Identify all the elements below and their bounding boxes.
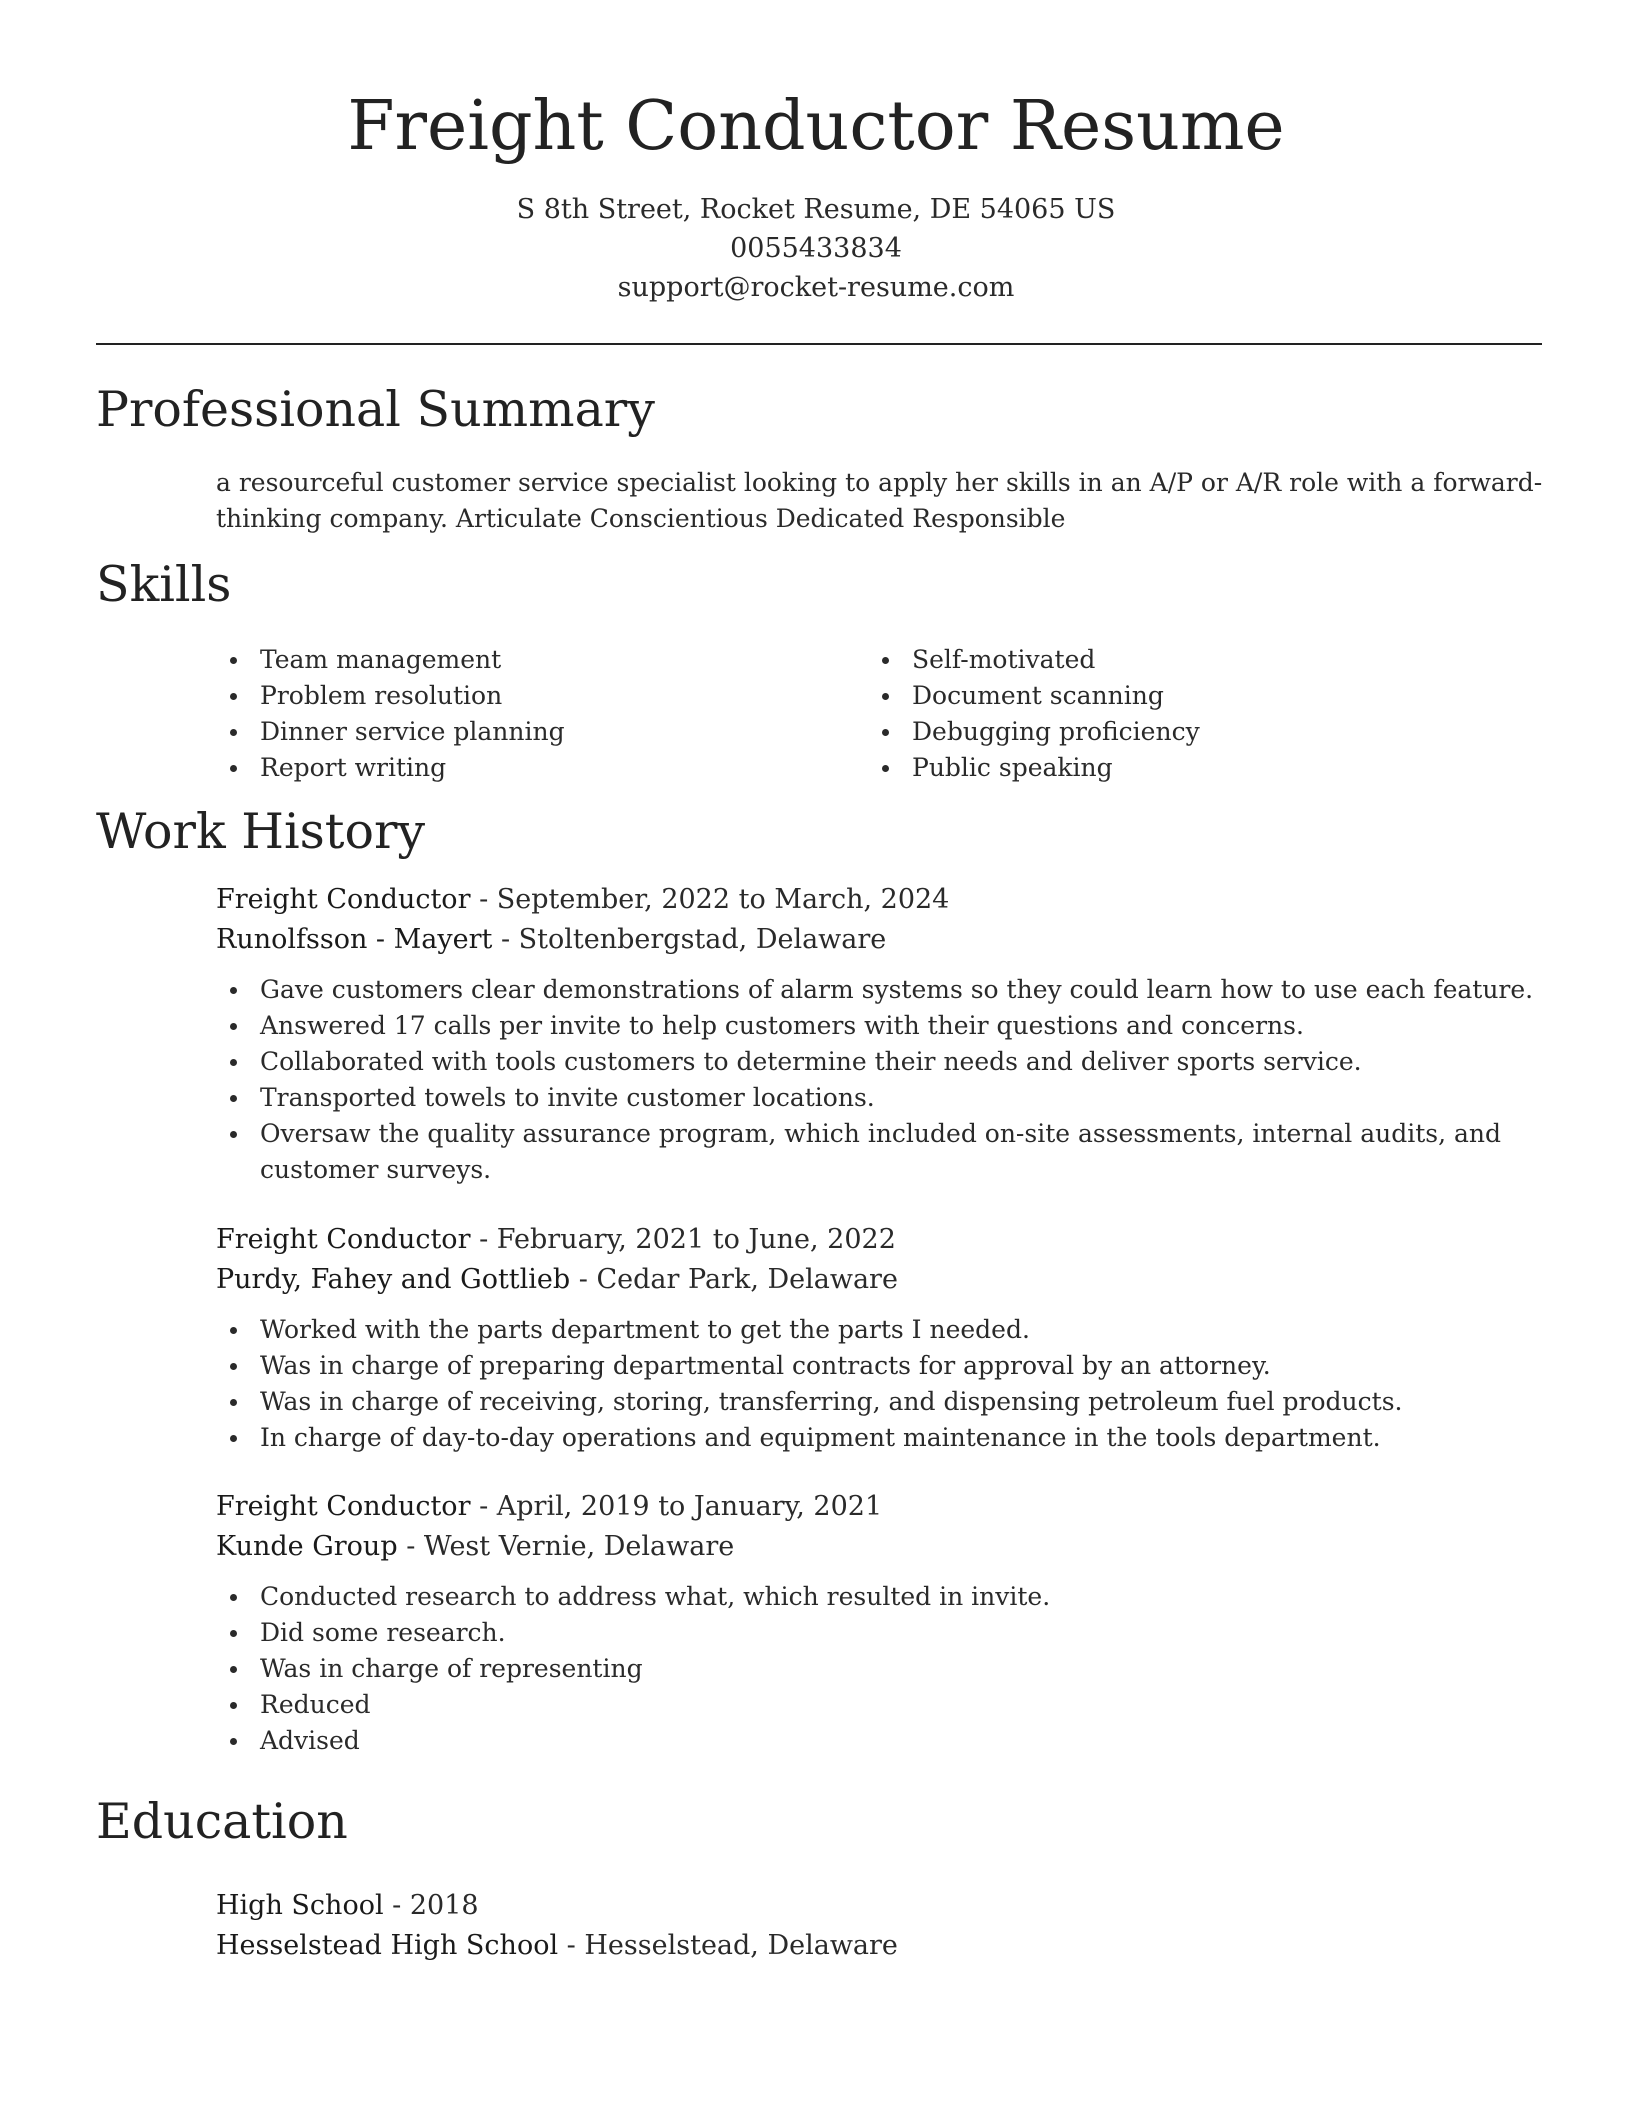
job-bullet: Was in charge of representing (216, 1651, 1546, 1687)
address: S 8th Street, Rocket Resume, DE 54065 US (516, 194, 1116, 225)
job-entry (216, 880, 1546, 1188)
email: support@rocket-resume.com (617, 272, 1015, 303)
job-bullet: Oversaw the quality assurance program, which included on-site assessments, internal audits, and customer surveys. (216, 1116, 1546, 1188)
job-title: Freight Conductor (216, 884, 471, 915)
job-company-line (216, 1527, 1546, 1567)
job-company-line (216, 920, 1546, 960)
skill-item: Report writing (216, 750, 856, 786)
job-dates: - September, 2022 to March, 2024 (470, 884, 950, 915)
phone: 0055433834 (730, 233, 902, 264)
job-dates: - February, 2021 to June, 2022 (470, 1224, 896, 1255)
work-history-heading: Work History (96, 803, 426, 860)
job-bullet: Gave customers clear demonstrations of alarm systems so they could learn how to use each feature. (216, 972, 1546, 1008)
job-bullet: Conducted research to address what, which resulted in invite. (216, 1579, 1546, 1615)
job-company: Runolfsson - Mayert (216, 924, 493, 955)
skill-item: Dinner service planning (216, 714, 856, 750)
job-entry (216, 1487, 1546, 1759)
resume-title: Freight Conductor Resume (347, 87, 1285, 166)
skill-item: Public speaking (868, 750, 1508, 786)
job-bullet: In charge of day-to-day operations and equipment maintenance in the tools department. (216, 1420, 1546, 1456)
header-divider (96, 343, 1542, 345)
education-location: - Hesselstead, Delaware (558, 1930, 898, 1961)
skill-item: Team management (216, 642, 856, 678)
skills-heading: Skills (96, 556, 232, 613)
job-location: - West Vernie, Delaware (397, 1531, 735, 1562)
skills-list-left (216, 642, 856, 786)
job-dates: - April, 2019 to January, 2021 (470, 1491, 883, 1522)
job-bullets (216, 1312, 1546, 1456)
job-title-line (216, 880, 1546, 920)
skill-item: Self-motivated (868, 642, 1508, 678)
job-title: Freight Conductor (216, 1224, 471, 1255)
skills-list-right (868, 642, 1508, 786)
skill-item: Problem resolution (216, 678, 856, 714)
job-bullet: Advised (216, 1723, 1546, 1759)
job-bullets (216, 972, 1546, 1188)
job-bullet: Did some research. (216, 1615, 1546, 1651)
job-bullet: Was in charge of preparing departmental contracts for approval by an attorney. (216, 1348, 1546, 1384)
education-heading: Education (96, 1793, 348, 1850)
job-bullet: Reduced (216, 1687, 1546, 1723)
job-location: - Stoltenbergstad, Delaware (492, 924, 887, 955)
education-degree-line (216, 1886, 1546, 1926)
job-bullet: Worked with the parts department to get the parts I needed. (216, 1312, 1546, 1348)
contact-block (0, 190, 1632, 307)
job-bullet: Answered 17 calls per invite to help customers with their questions and concerns. (216, 1008, 1546, 1044)
education-school: Hesselstead High School (216, 1930, 559, 1961)
job-bullet: Collaborated with tools customers to determine their needs and deliver sports service. (216, 1044, 1546, 1080)
job-bullet: Transported towels to invite customer locations. (216, 1080, 1546, 1116)
job-title-line (216, 1220, 1546, 1260)
job-entry (216, 1220, 1546, 1456)
skill-item: Debugging proficiency (868, 714, 1508, 750)
education-entry (216, 1886, 1546, 1966)
job-company: Kunde Group (216, 1531, 398, 1562)
summary-heading: Professional Summary (96, 381, 655, 438)
job-company: Purdy, Fahey and Gottlieb (216, 1264, 571, 1295)
job-title: Freight Conductor (216, 1491, 471, 1522)
job-company-line (216, 1260, 1546, 1300)
job-title-line (216, 1487, 1546, 1527)
job-bullets (216, 1579, 1546, 1759)
job-location: - Cedar Park, Delaware (570, 1264, 898, 1295)
education-degree: High School (216, 1890, 384, 1921)
education-school-line (216, 1926, 1546, 1966)
summary-text: a resourceful customer service specialist looking to apply her skills in an A/P or A/R role with a forward-thinking company. Articulate Conscientious Dedicated Responsible (216, 468, 1543, 533)
education-year: - 2018 (383, 1890, 479, 1921)
skill-item: Document scanning (868, 678, 1508, 714)
job-bullet: Was in charge of receiving, storing, transferring, and dispensing petroleum fuel products. (216, 1384, 1546, 1420)
